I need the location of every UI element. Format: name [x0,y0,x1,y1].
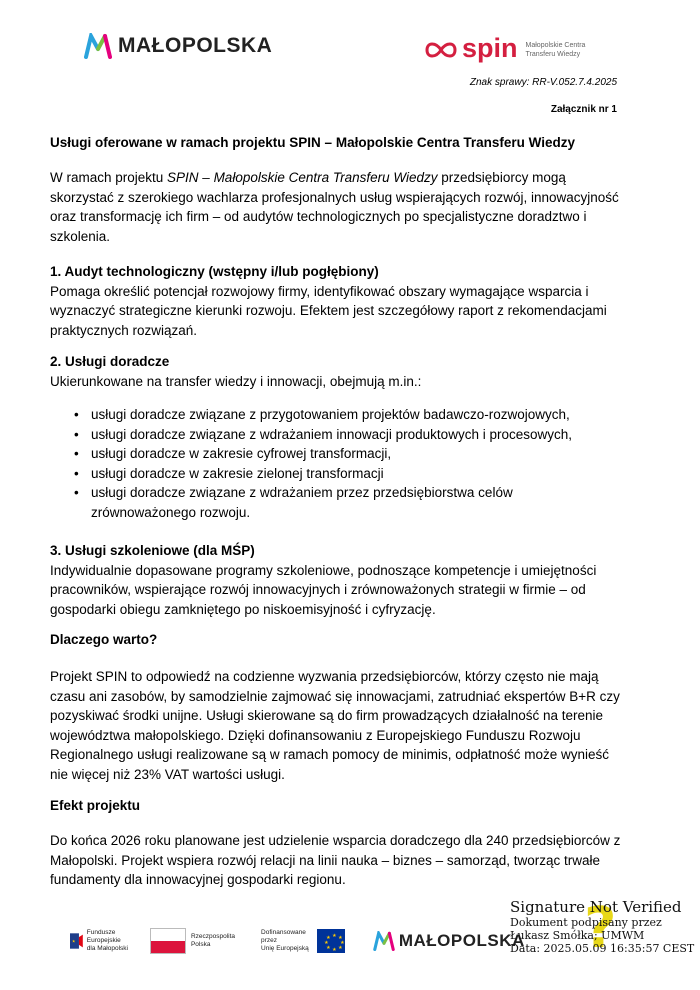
poland-flag-icon [150,928,186,954]
malopolska-m-icon [84,33,112,59]
section-why-heading: Dlaczego warto? [50,632,158,647]
logo-left-text: MAŁOPOLSKA [118,34,273,57]
section-advisory-text: Ukierunkowane na transfer wiedzy i innowacji, obejmują m.in.: [50,373,422,389]
document-title: Usługi oferowane w ramach projektu SPIN – Małopolskie Centra Transferu Wiedzy [50,135,576,150]
infinity-icon [424,39,458,61]
section-advisory [50,352,625,391]
section-training-heading: 3. Usługi szkoleniowe (dla MŚP) [50,543,255,558]
eu-funds-icon [70,929,83,953]
signature-block [510,898,700,955]
list-item: • usługi doradcze w zakresie cyfrowej transformacji, [74,446,392,461]
list-item: • usługi doradcze związane z wdrażaniem innowacji produktowych i procesowych, [74,426,572,442]
spin-logo [424,32,624,68]
footer-malopolska-logo: MAŁOPOLSKA [373,931,525,951]
malopolska-logo [84,28,294,64]
case-reference: Znak sprawy: RR-V.052.7.4.2025 [469,77,617,88]
signature-date: Data: 2025.05.09 16:35:57 CEST [510,942,695,955]
section-why [50,630,625,650]
attachment-label: Załącznik nr 1 [550,104,617,115]
section-training [50,541,625,619]
section-effect-text: Do końca 2026 roku planowane jest udzielenie wsparcia doradczego dla 240 przedsiębiorców z Małopolski. Projekt wspiera rozwój relacji na linii nauka – biznes – samorząd, tworząc trwałe fundamenty dla innowacyjnej gospodarki regionu. [50,833,621,887]
footer-logos [70,925,525,957]
signature-signer: Łukasz Smółka; UMWM [510,929,645,942]
section-why-text: Projekt SPIN to odpowiedź na codzienne wyzwania przedsiębiorców, którzy często nie mają czasu ani zasobów, by samodzielnie zajmować się innowacjami, zatrudniać ekspertów B+R czy pozyskiwać środki unijne. Usługi skierowane są do firm prowadzących działalność na terenie województwa małopolskiego. Dzięki dofinansowaniu z Europejskiego Funduszu Rozwoju Regionalnego usługi realizowane są w ramach pomocy de minimis, odpłatność może wynieść nie więcej niż 23% VAT wartości usługi. [50,669,620,782]
list-item: • usługi doradcze w zakresie zielonej transformacji [74,465,384,481]
eu-flag-icon: ★ ★ ★ ★ ★ ★ ★ ★ [317,929,345,953]
malopolska-m-icon [373,931,395,951]
signature-question-mark-icon: ? [584,896,617,961]
section-audit-text: Pomaga określić potencjał rozwojowy firmy, identyfikować obszary wymagające wsparcia i wyznaczyć strategiczne kierunki rozwoju. Efektem jest szczegółowy raport z rekomendacjami praktycznych rozwiązań. [50,283,607,338]
section-audit-heading: 1. Audyt technologiczny (wstępny i/lub pogłębiony) [50,264,379,279]
logo-right-subtitle: Małopolskie Centra Transferu Wiedzy [525,42,586,58]
svg-text:★: ★ [71,939,76,944]
eu-logo: Dofinansowane przez Unię Europejską ★ ★ ★ ★ ★ ★ ★ ★ [261,929,345,953]
intro-paragraph: W ramach projektu SPIN – Małopolskie Centra Transferu Wiedzy przedsiębiorcy mogą skorzystać z szerokiego wachlarza profesjonalnych usług wspierających rozwój, innowacyjność oraz transformację ich firm – od audytów technologicznych po specjalistyczne doradztwo i szkolenia. [50,170,619,244]
list-item: • usługi doradcze związane z wdrażaniem przez przedsiębiorstwa celów zrównoważonego rozwoju. [74,485,513,520]
section-effect [50,796,625,816]
section-training-text: Indywidualnie dopasowane programy szkoleniowe, podnoszące kompetencje i umiejętności pracowników, wspierające rozwój innowacyjnych i zrównoważonych strategii w firmie – od gospodarki obiegu zamkniętego po niskoemisyjność i cyfryzację. [50,562,597,617]
signature-status: Signature Not Verified [510,898,682,916]
section-effect-heading: Efekt projektu [50,798,141,813]
fe-logo: ★ Fundusze Europejskie dla Małopolski [71,929,128,952]
rp-logo: Rzeczpospolita Polska [150,928,235,954]
section-audit [50,262,625,340]
section-advisory-heading: 2. Usługi doradcze [50,354,170,369]
advisory-list [50,405,625,522]
list-item: • usługi doradcze związane z przygotowaniem projektów badawczo-rozwojowych, [74,407,570,422]
signature-signer-label: Dokument podpisany przez [510,916,662,929]
logo-right-text: spin [462,32,518,63]
